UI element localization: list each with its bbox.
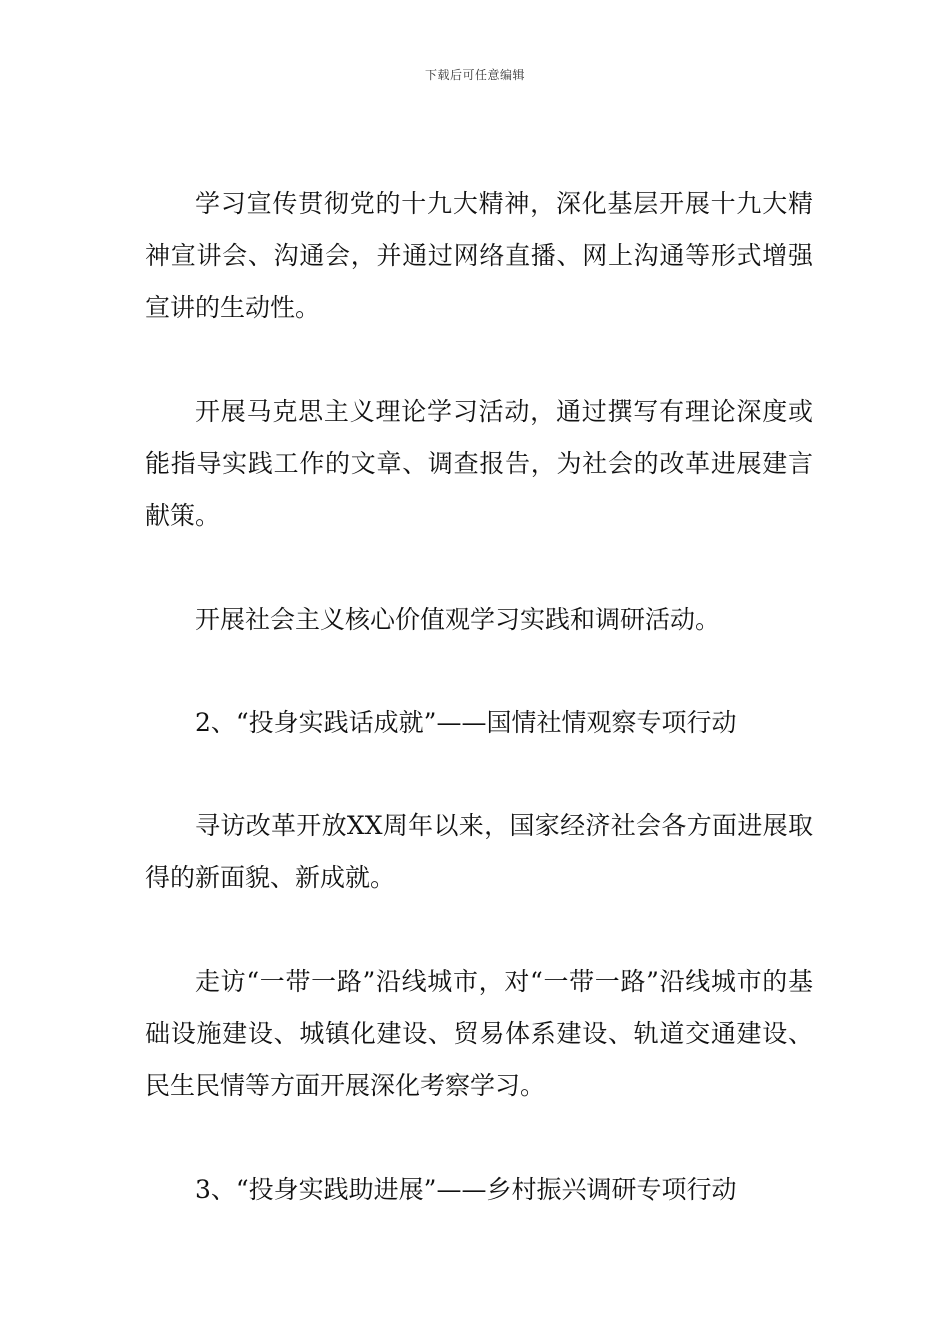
document-body xyxy=(145,178,813,1267)
section-heading-3: 3、“投身实践助进展”——乡村振兴调研专项行动 xyxy=(195,1175,737,1204)
section-heading-2: 2、“投身实践话成就”——国情社情观察专项行动 xyxy=(195,708,737,737)
paragraph-study-spirit: 学习宣传贯彻党的十九大精神，深化基层开展十九大精神宣讲会、沟通会，并通过网络直播、网上沟通等形式增强宣讲的生动性。 xyxy=(145,189,813,322)
paragraph-core-values: 开展社会主义核心价值观学习实践和调研活动。 xyxy=(195,605,721,634)
paragraph-marxism-theory: 开展马克思主义理论学习活动，通过撰写有理论深度或能指导实践工作的文章、调查报告，为社会的改革进展建言献策。 xyxy=(145,397,813,530)
page-header: 下载后可任意编辑 xyxy=(424,68,525,82)
paragraph-reform-achievements: 寻访改革开放XX周年以来，国家经济社会各方面进展取得的新面貌、新成就。 xyxy=(145,811,813,892)
paragraph-belt-and-road: 走访“一带一路”沿线城市，对“一带一路”沿线城市的基础设施建设、城镇化建设、贸易体系建设、轨道交通建设、民生民情等方面开展深化考察学习。 xyxy=(145,967,813,1100)
